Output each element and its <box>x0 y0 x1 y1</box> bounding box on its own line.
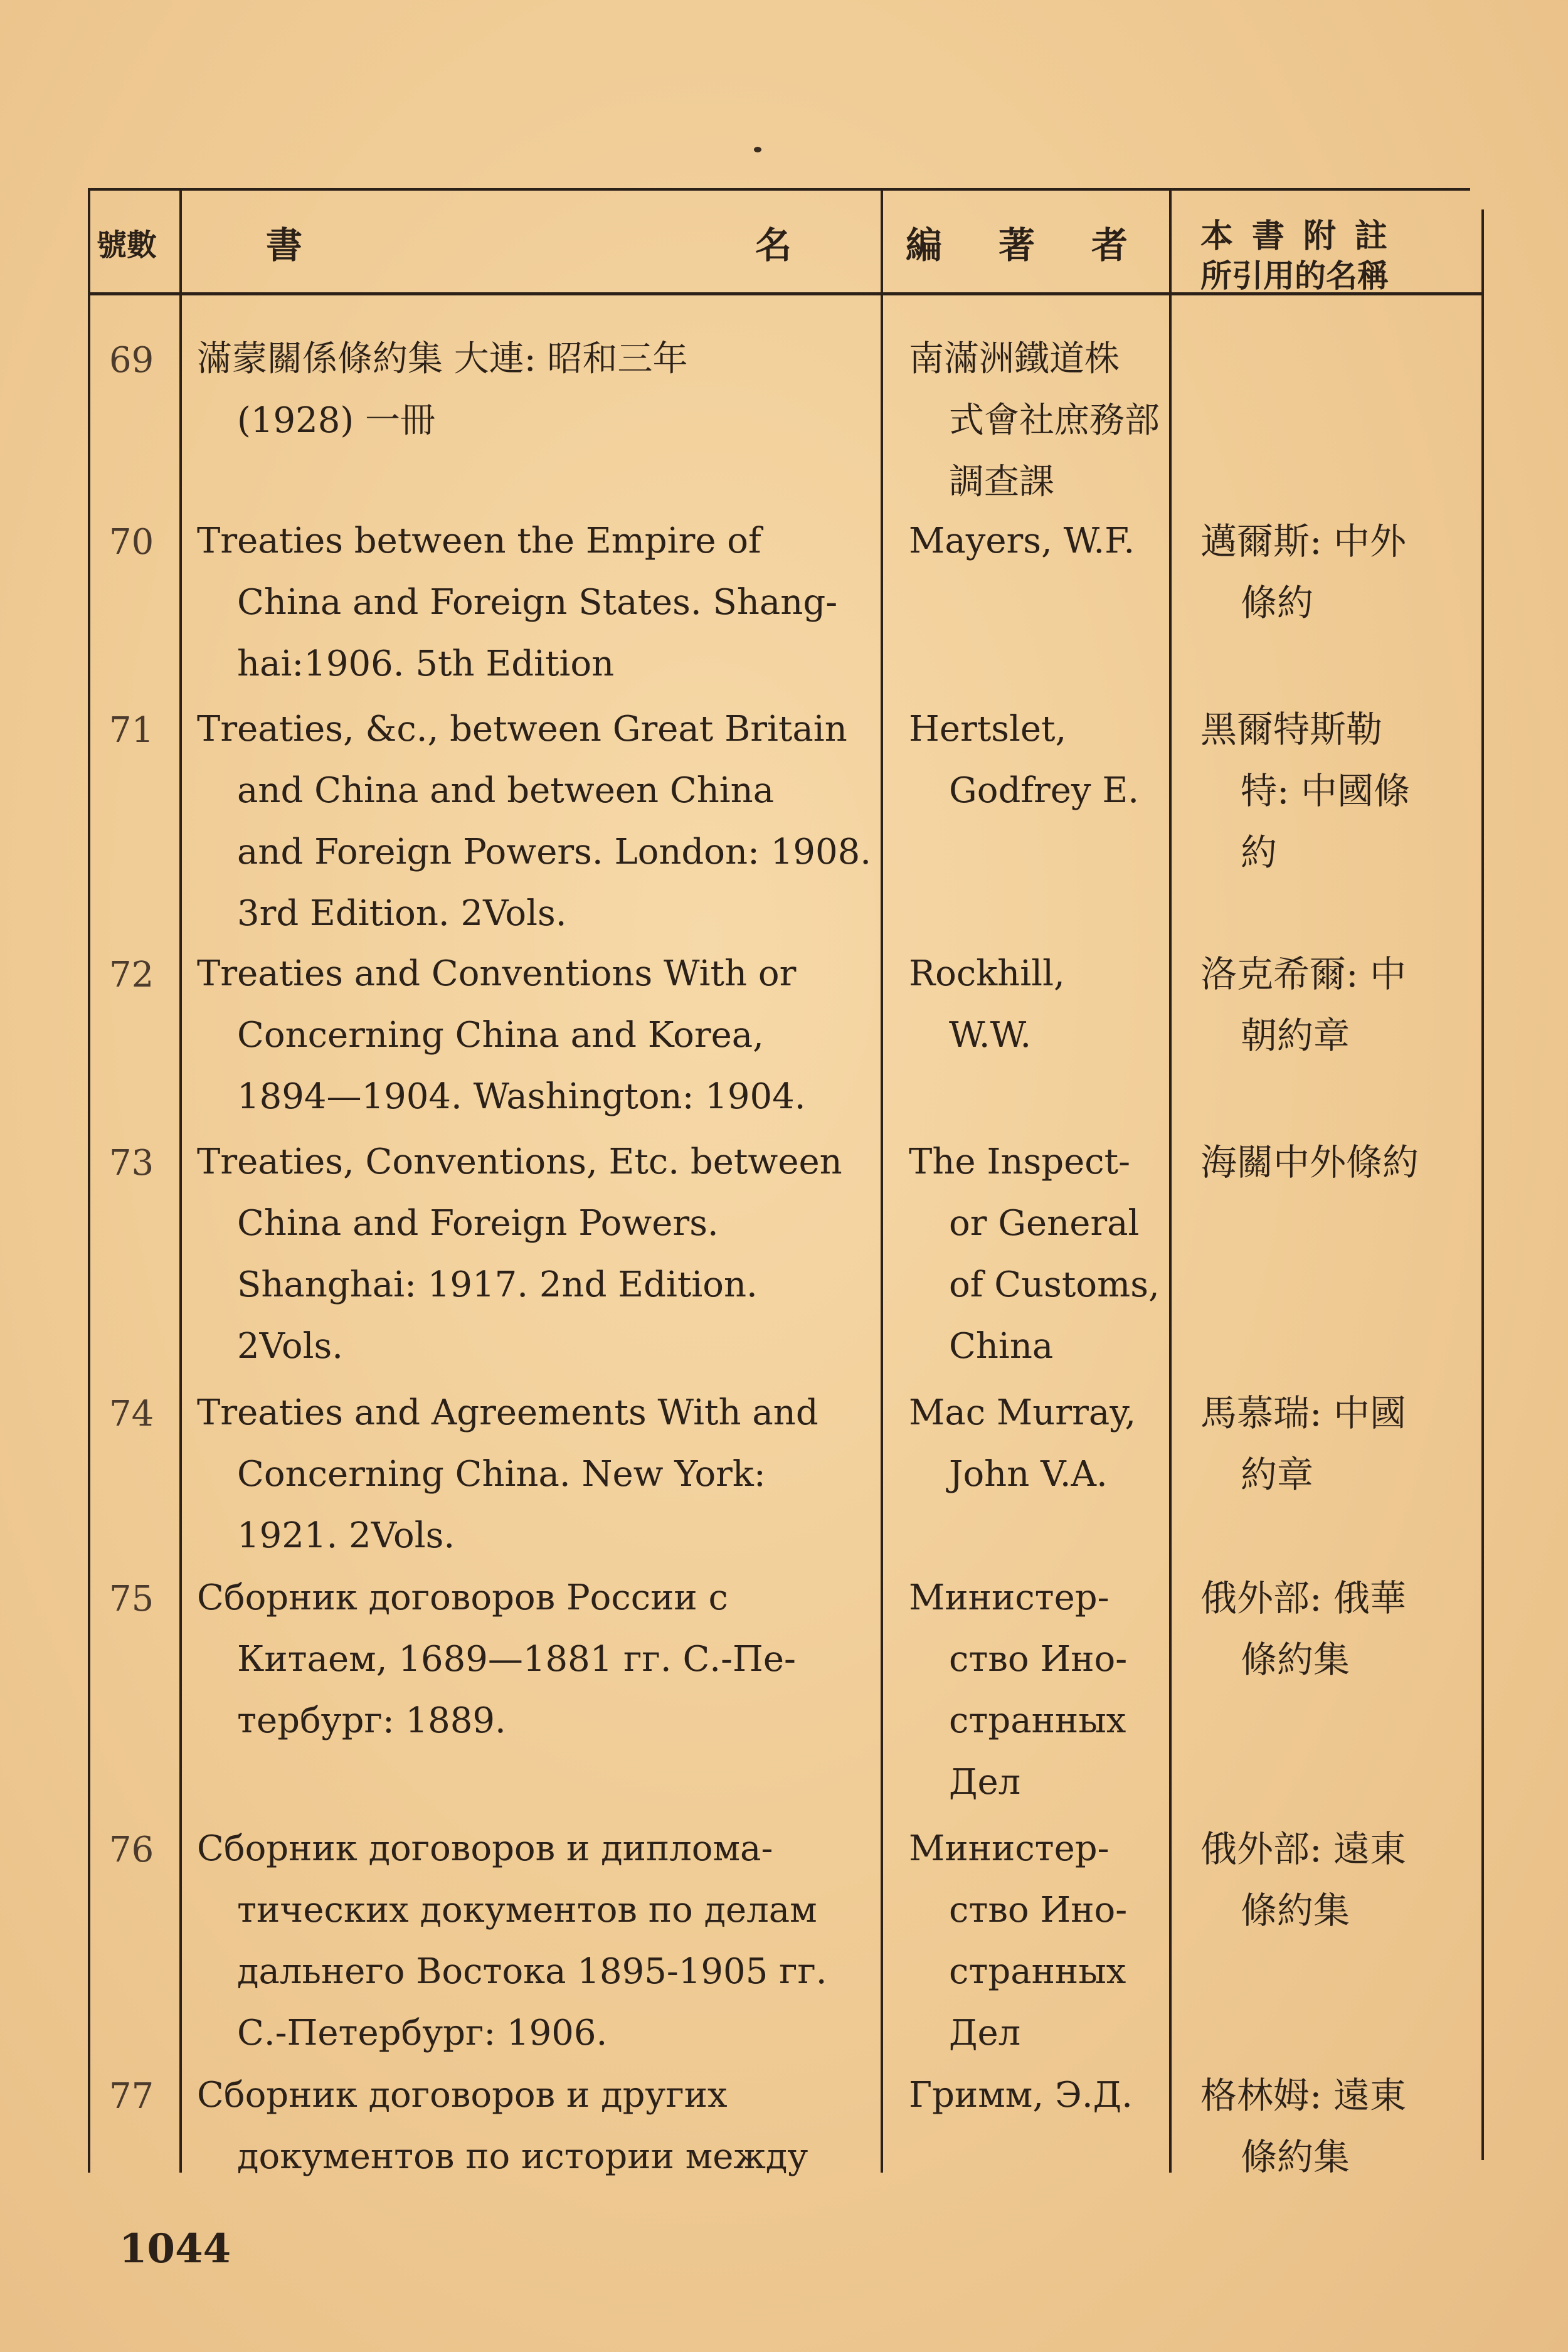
entry-author-line: W.W. <box>949 1015 1032 1056</box>
entry-title-line: 3rd Edition. 2Vols. <box>237 893 567 934</box>
entry-citation <box>1200 2065 1552 2188</box>
entry-citation-line: 俄外部: 遠東 <box>1200 1828 1406 1870</box>
entry-title-line: Китаем, 1689—1881 гг. С.-Пе- <box>237 1639 796 1680</box>
entry-title <box>197 1567 862 1752</box>
entry-author-line: 南滿洲鐵道株 <box>909 339 1120 379</box>
entry-title <box>197 943 862 1128</box>
entry-author-line: Дел <box>949 1762 1021 1803</box>
printer-mark <box>754 147 761 152</box>
row-number: 77 <box>109 2076 154 2117</box>
page-number: 1044 <box>119 2225 231 2272</box>
row-number: 69 <box>109 340 154 381</box>
entry-title-line: Treaties between the Empire of <box>197 521 761 561</box>
header-title-left: 書 <box>266 224 303 267</box>
entry-author <box>909 1131 1160 1377</box>
entry-citation-line: 條約 <box>1241 581 1314 624</box>
entry-author-line: Дел <box>949 2013 1021 2053</box>
entry-author <box>909 1818 1160 2064</box>
entry-citation-line: 海關中外條約 <box>1200 1141 1419 1184</box>
row-number: 74 <box>109 1394 154 1434</box>
entry-author-line: ство Ино- <box>949 1639 1128 1680</box>
entry-citation-line: 馬慕瑞: 中國 <box>1200 1392 1406 1434</box>
entry-citation <box>1200 943 1552 1066</box>
entry-title-line: 滿蒙關係條約集 大連: 昭和三年 <box>197 339 688 379</box>
entry-author-line: Rockhill, <box>909 953 1065 994</box>
entry-title-line: and China and between China <box>237 770 775 811</box>
entry-author-line: ство Ино- <box>949 1890 1128 1931</box>
entry-title-line: (1928) 一冊 <box>237 400 436 441</box>
entry-title <box>197 1131 862 1377</box>
entry-citation-line: 黑爾特斯勒 <box>1200 708 1383 751</box>
column-divider <box>179 191 182 2173</box>
entry-citation-line: 條約集 <box>1241 1889 1350 1932</box>
entry-author-line: Hertslet, <box>909 709 1067 750</box>
header-title-right: 名 <box>755 224 792 267</box>
entry-citation-line: 邁爾斯: 中外 <box>1200 520 1406 563</box>
entry-title-line: Shanghai: 1917. 2nd Edition. <box>237 1264 758 1305</box>
entry-author-line: China <box>949 1326 1054 1367</box>
entry-author-line: 調查課 <box>949 462 1054 502</box>
entry-citation-line: 條約集 <box>1241 1638 1350 1681</box>
header-number: 號數 <box>97 228 157 263</box>
entry-author-line: 式會社庶務部 <box>949 400 1160 441</box>
entry-citation-line: 俄外部: 俄華 <box>1200 1577 1406 1619</box>
column-divider <box>881 191 883 2173</box>
header-citation-line1: 本書附註 <box>1200 217 1407 255</box>
entry-citation-line: 約 <box>1241 831 1278 874</box>
entry-title <box>197 511 862 695</box>
row-number: 73 <box>109 1143 154 1184</box>
entry-title-line: Treaties and Agreements With and <box>197 1392 818 1433</box>
entry-title-line: С.-Петербург: 1906. <box>237 2013 608 2053</box>
row-number: 70 <box>109 522 154 563</box>
row-number: 71 <box>109 710 154 751</box>
entry-title <box>197 1382 862 1567</box>
entry-author <box>909 943 1160 1066</box>
entry-citation <box>1200 511 1552 633</box>
column-divider <box>1169 191 1172 2173</box>
entry-title <box>197 699 872 945</box>
entry-title-line: Treaties, &c., between Great Britain <box>197 709 847 750</box>
entry-citation-line: 格林姆: 遠東 <box>1200 2074 1406 2117</box>
entry-citation-line: 約章 <box>1241 1453 1314 1496</box>
entry-author <box>909 1567 1160 1813</box>
bibliography-table <box>88 188 1470 2178</box>
entry-title-line: 1921. 2Vols. <box>237 1515 455 1556</box>
entry-author-line: Mayers, W.F. <box>909 521 1135 561</box>
entry-title-line: Concerning China. New York: <box>237 1454 766 1495</box>
entry-title-line: 1894—1904. Washington: 1904. <box>237 1076 806 1117</box>
entry-citation-line: 洛克希爾: 中 <box>1200 953 1406 995</box>
entry-author <box>909 329 1160 513</box>
entry-citation <box>1200 1131 1552 1193</box>
entry-title-line: тических документов по делам <box>237 1890 817 1931</box>
entry-title-line: 2Vols. <box>237 1326 344 1367</box>
entry-author-line: Гримм, Э.Д. <box>909 2075 1133 2116</box>
row-number: 75 <box>109 1579 154 1619</box>
entry-title-line: Treaties, Conventions, Etc. between <box>197 1142 842 1182</box>
row-number: 76 <box>109 1830 154 1870</box>
entry-author-line: Mac Murray, <box>909 1392 1136 1433</box>
entry-title-line: документов по истории между <box>237 2136 808 2177</box>
entry-author <box>909 2065 1160 2126</box>
header-author: 編著者 <box>906 224 1185 267</box>
entry-author-line: John V.A. <box>949 1454 1108 1495</box>
entry-author-line: Министер- <box>909 1828 1110 1869</box>
entry-author <box>909 1382 1160 1505</box>
entry-title-line: and Foreign Powers. London: 1908. <box>237 832 872 872</box>
entry-citation <box>1200 1567 1552 1690</box>
entry-author-line: Министер- <box>909 1577 1110 1618</box>
entry-title-line: Сборник договоров и других <box>197 2075 728 2116</box>
entry-title-line: hai:1906. 5th Edition <box>237 644 615 684</box>
entry-author-line: or General <box>949 1203 1140 1244</box>
entry-citation-line: 朝約章 <box>1241 1014 1350 1057</box>
entry-title <box>197 329 862 452</box>
header-citation-line2: 所引用的名稱 <box>1200 257 1389 294</box>
entry-author-line: Godfrey E. <box>949 770 1140 811</box>
entry-author-line: странных <box>949 1700 1126 1741</box>
entry-title-line: Сборник договоров и диплома- <box>197 1828 773 1869</box>
entry-citation <box>1200 1818 1552 1941</box>
entry-title-line: Сборник договоров России с <box>197 1577 728 1618</box>
entry-citation <box>1200 699 1552 883</box>
entry-title-line: Treaties and Conventions With or <box>197 953 797 994</box>
entry-title-line: China and Foreign Powers. <box>237 1203 719 1244</box>
entry-citation-line: 特: 中國條 <box>1241 770 1410 812</box>
row-number: 72 <box>109 955 154 995</box>
entry-author <box>909 511 1160 572</box>
entry-title-line: Concerning China and Korea, <box>237 1015 764 1056</box>
entry-author-line: of Customs, <box>949 1264 1160 1305</box>
entry-author-line: странных <box>949 1951 1126 1992</box>
entry-title <box>197 1818 862 2064</box>
entry-citation <box>1200 1382 1552 1505</box>
entry-title-line: China and Foreign States. Shang- <box>237 582 838 623</box>
entry-title <box>197 2065 862 2188</box>
entry-author <box>909 699 1160 822</box>
entry-citation-line: 條約集 <box>1241 2136 1350 2178</box>
entry-title-line: дальнего Востока 1895-1905 гг. <box>237 1951 827 1992</box>
entry-author-line: The Inspect- <box>909 1142 1131 1182</box>
entry-title-line: тербург: 1889. <box>237 1700 506 1741</box>
